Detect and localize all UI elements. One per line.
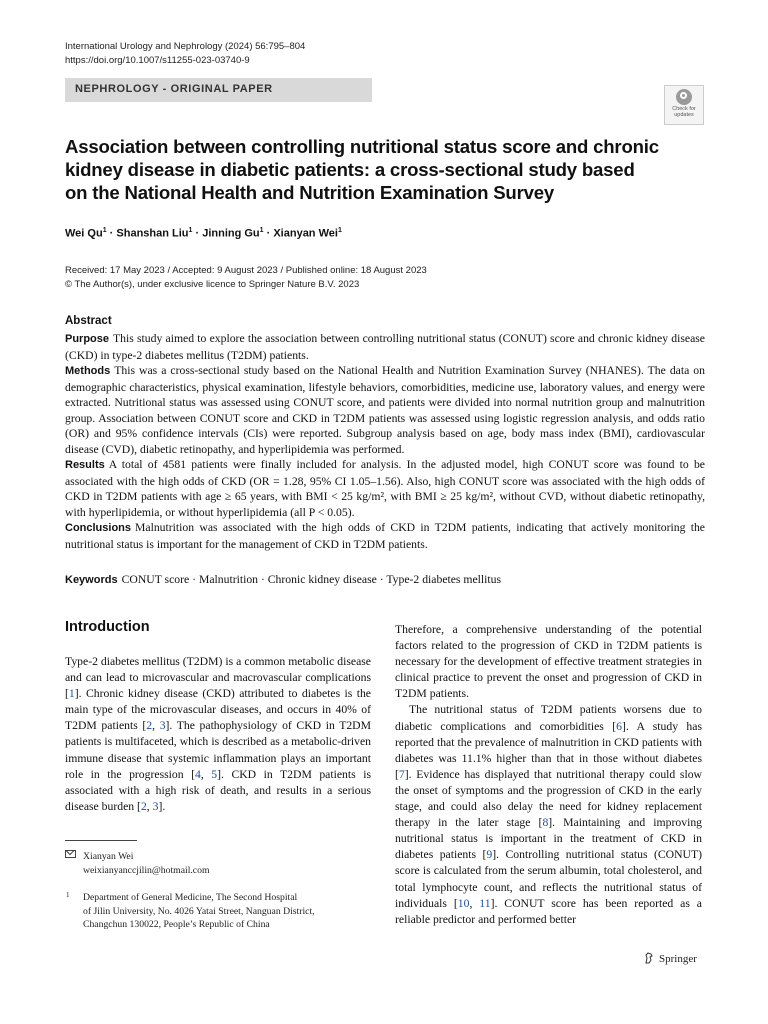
citation-link[interactable]: 3 xyxy=(152,799,159,813)
footnote-divider xyxy=(65,840,137,841)
author-list xyxy=(65,227,342,240)
abstract-results xyxy=(65,457,705,520)
intro-paragraph xyxy=(395,702,702,927)
abstract-purpose xyxy=(65,331,705,363)
author-name[interactable]: Xianyan Wei xyxy=(273,227,338,240)
journal-citation: International Urology and Nephrology (2024) 56:795–804 xyxy=(65,41,306,52)
citation-link[interactable]: 6 xyxy=(616,719,622,733)
purpose-text: This study aimed to explore the association between controlling nutritional status (CONUT) score and chronic kidney disease (CKD) in type-2 diabetes mellitus (T2DM) patients. xyxy=(65,332,705,362)
introduction-heading: Introduction xyxy=(65,619,150,635)
text-run: ]. CONUT score has been reported as a reliable predictor and performed better xyxy=(395,896,702,926)
article-title xyxy=(65,135,685,204)
author-affiliation: 1 xyxy=(337,227,342,234)
text-run: ]. Chronic kidney disease (CKD) attributed to diabetes is the main type of the microvascular diseases, and occurs in 40% of T2DM patients [ xyxy=(65,687,371,733)
text-run: ]. The pathophysiology of CKD in T2DM patients is multifaceted, which is described as a metabolic-driven immune disease that systemic inflammation plays an important role in the progression [ xyxy=(65,719,372,781)
title-line: kidney disease in diabetic patients: a cross-sectional study based xyxy=(65,159,635,180)
citation-link[interactable]: 4 xyxy=(195,767,201,781)
text-run: Type-2 diabetes mellitus (T2DM) is a common metabolic disease and can lead to microvascular and macrovascular complications [ xyxy=(65,655,371,701)
abstract-heading: Abstract xyxy=(65,315,112,327)
abstract-body xyxy=(65,331,705,552)
author-name[interactable]: Jinning Gu xyxy=(202,227,260,240)
citation-link[interactable]: 3 xyxy=(159,719,166,733)
intro-paragraph xyxy=(65,654,371,815)
badge-label-1: Check for xyxy=(672,106,696,112)
publication-dates xyxy=(65,264,427,292)
keywords-label: Keywords xyxy=(65,574,118,586)
article-category-bar xyxy=(65,78,372,102)
abstract-methods xyxy=(65,363,705,457)
corresponding-author-name: Xianyan Wei xyxy=(83,851,134,862)
doi-link[interactable]: https://doi.org/10.1007/s11255-023-03740-9 xyxy=(65,55,250,66)
abstract-conclusions xyxy=(65,520,705,552)
author-name[interactable]: Wei Qu xyxy=(65,227,103,240)
text-run: ]. Controlling nutritional status (CONUT) score is calculated from the serum albumin, total cholesterol, and total lymphocyte count, and reflects the nutritional status of individuals [ xyxy=(395,848,702,910)
publisher-logo xyxy=(644,952,697,965)
citation-link[interactable]: 8 xyxy=(542,816,549,830)
publisher-name: Springer xyxy=(659,953,697,965)
intro-paragraph: Therefore, a comprehensive understanding of the potential factors related to the progression of CKD in T2DM patients is necessary for the development of effective treatment strategies in clinical practice to prevent the onset and progression of CKD in T2DM patients. xyxy=(395,623,702,701)
purpose-label: Purpose xyxy=(65,333,110,345)
text-run: ]. xyxy=(158,799,166,813)
check-for-updates-badge[interactable] xyxy=(664,85,704,125)
dates-line: Received: 17 May 2023 / Accepted: 9 August 2023 / Published online: 18 August 2023 xyxy=(65,265,427,276)
springer-horse-icon xyxy=(644,952,654,964)
text-run: ]. CKD in T2DM patients is associated with a high risk of death, and results in a serious disease burden [ xyxy=(65,767,371,813)
text-run: ]. Evidence has displayed that nutritional therapy could slow the onset of symptoms and the progression of CKD in the early stage, and could also delay the need for kidney replacement therapy in the later stage [ xyxy=(395,767,702,830)
conclusions-text: Malnutrition was associated with the high odds of CKD in T2DM patients, indicating that actively monitoring the nutritional status is important for the management of CKD in T2DM patients. xyxy=(65,521,705,551)
citation-link[interactable]: 1 xyxy=(68,687,75,701)
title-line: Association between controlling nutritional status score and chronic xyxy=(65,136,659,157)
text-run: ]. Maintaining and improving nutritional status is important in the treatment of CKD in diabetes patients [ xyxy=(395,816,703,862)
article-category: NEPHROLOGY - ORIGINAL PAPER xyxy=(75,83,273,95)
citation-separator: , xyxy=(152,719,160,733)
methods-text: This was a cross-sectional study based on the National Health and Nutrition Examination Survey (NHANES). The data on demographic characteristics, physical examination, lifestyle behaviors, comorbidities, medicine use, laboratory values, and energy were extracted. Nutritional status was assessed using CONUT score, and patients were divided into normal nutrition group and malnutrition group. Association between CONUT score and CKD in T2DM patients was assessed using logistic regression analysis, and odds ratio (OR) and 95% confidence intervals (CIs) were reported. Subgroup analysis based on age, body mass index (BMI), cardiovascular disease (CVD), diabetic retinopathy, and hyperlipidemia was performed. xyxy=(65,364,705,456)
author-separator: · xyxy=(106,227,117,240)
corresponding-author xyxy=(65,850,133,864)
citation-link[interactable]: 7 xyxy=(398,767,405,781)
citation-separator: , xyxy=(469,896,480,910)
citation-link[interactable]: 2 xyxy=(146,719,153,733)
citation-separator: , xyxy=(146,799,153,813)
affiliation-line: Department of General Medicine, The Second Hospital xyxy=(83,892,298,903)
author-separator: · xyxy=(192,227,203,240)
badge-label-2: updates xyxy=(674,112,694,118)
results-label: Results xyxy=(65,459,105,471)
updates-icon xyxy=(676,89,692,105)
keywords-text: CONUT score · Malnutrition · Chronic kidney disease · Type-2 diabetes mellitus xyxy=(121,573,502,586)
text-run: ]. A study has reported that the prevalence of malnutrition in CKD patients with diabetes was 11.1% higher than that in those without diabetes [ xyxy=(395,719,703,781)
envelope-icon xyxy=(65,850,76,858)
affiliation-line: Changchun 130022, People’s Republic of China xyxy=(83,919,270,931)
affiliation-line: of Jilin University, No. 4026 Yatai Street, Nanguan District, xyxy=(83,905,315,917)
citation-separator: , xyxy=(200,767,212,781)
citation-link[interactable]: 5 xyxy=(211,767,218,781)
citation-link[interactable]: 9 xyxy=(486,848,493,862)
methods-label: Methods xyxy=(65,365,111,377)
results-text: A total of 4581 patients were finally included for analysis. In the adjusted model, high CONUT score was found to be associated with the high odds of CKD (OR = 1.28, 95% CI 1.05–1.56). Also, high CONUT score was associated with the high odds of CKD in T2DM patients with age ≥ 65 years, with BMI < 25 kg/m², with BMI ≥ 25 kg/m², without CVD, without diabetic retinopathy, with hyperlipidemia, or without hyperlipidemia (all P < 0.05). xyxy=(65,458,705,519)
author-affiliation: 1 xyxy=(188,227,193,234)
intro-left-column xyxy=(65,654,371,815)
title-line: on the National Health and Nutrition Examination Survey xyxy=(65,182,555,203)
citation-link[interactable]: 10 xyxy=(457,896,470,910)
conclusions-label: Conclusions xyxy=(65,522,132,534)
author-affiliation: 1 xyxy=(259,227,264,234)
citation-link[interactable]: 11 xyxy=(479,896,491,910)
affiliation-number: 1 xyxy=(66,891,70,899)
copyright-line: © The Author(s), under exclusive licence to Springer Nature B.V. 2023 xyxy=(65,279,360,290)
intro-right-column xyxy=(395,622,702,928)
author-separator: · xyxy=(263,227,274,240)
author-affiliation: 1 xyxy=(102,227,107,234)
author-name[interactable]: Shanshan Liu xyxy=(116,227,189,240)
affiliation xyxy=(83,891,373,932)
keywords xyxy=(65,573,501,586)
citation-link[interactable]: 2 xyxy=(140,799,147,813)
corresponding-email[interactable]: weixianyanccjilin@hotmail.com xyxy=(83,865,210,876)
text-run: The nutritional status of T2DM patients worsens due to diabetic complications and comorbidities [ xyxy=(395,703,702,733)
